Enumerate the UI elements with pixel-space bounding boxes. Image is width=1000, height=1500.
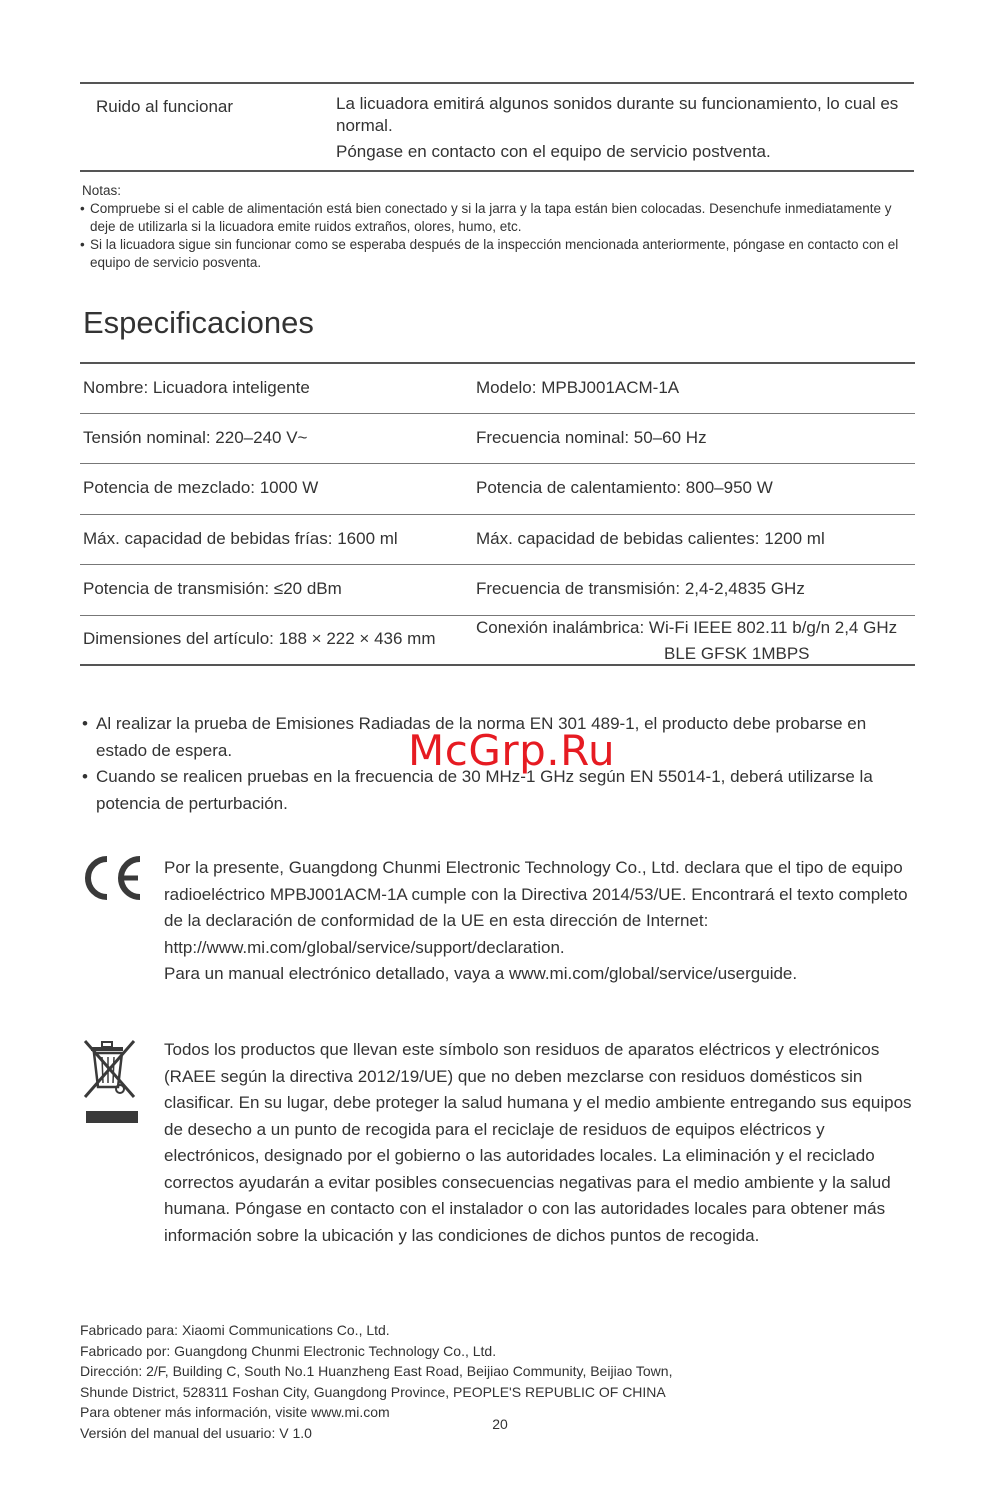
notes: [82, 182, 917, 272]
test-note-item: • Cuando se realicen pruebas en la frecuencia de 30 MHz-1 GHz según EN 55014-1, deberá utilizarse la potencia de perturbación.: [80, 764, 920, 817]
footer-line: Fabricado por: Guangdong Chunmi Electronic Technology Co., Ltd.: [80, 1342, 497, 1359]
trouble-solution-1: La licuadora emitirá algunos sonidos durante su funcionamiento, lo cual es normal.: [336, 94, 899, 135]
footer-line: Para obtener más información, visite www.mi.com: [80, 1404, 390, 1421]
ce-mark-icon: [80, 855, 144, 901]
footer-line: Dirección: 2/F, Building C, South No.1 Huanzheng East Road, Beijiao Community, Beijiao Town,: [80, 1363, 673, 1380]
ce-manual-text: Para un manual electrónico detallado, vaya a www.mi.com/global/service/userguide.: [164, 964, 798, 983]
spec-row-rule: [80, 463, 915, 464]
ce-declaration: [164, 855, 924, 988]
ce-declaration-text: Por la presente, Guangdong Chunmi Electronic Technology Co., Ltd. declara que el tipo de equipo radioeléctrico MPBJ001ACM-1A cumple con la Directiva 2014/53/UE. Encontrará el texto completo de la declaración de conformidad de la UE en esta dirección de Internet: http://www.mi.com/global/service/support/declaration.: [164, 858, 908, 957]
trouble-solution-2: Póngase en contacto con el equipo de servicio postventa.: [336, 142, 771, 161]
spec-bottom-rule: [80, 664, 915, 666]
footer-line: Fabricado para: Xiaomi Communications Co., Ltd.: [80, 1322, 390, 1338]
spec-cold-capacity: Máx. capacidad de bebidas frías: 1600 ml: [83, 529, 398, 548]
spec-hot-capacity: Máx. capacidad de bebidas calientes: 1200 ml: [476, 529, 825, 548]
watermark: McGrp.Ru: [408, 726, 616, 775]
spec-blend-power: Potencia de mezclado: 1000 W: [83, 478, 319, 497]
weee-text: Todos los productos que llevan este símbolo son residuos de aparatos eléctricos y electrónicos (RAEE según la directiva 2012/19/UE) que no deben mezclarse con residuos domésticos sin clasificar. En su lugar, debe proteger la salud humana y el medio ambiente entregando sus equipos de desecho a un punto de recogida para el reciclaje de residuos de equipos eléctricos y electrónicos, designado por el gobierno o las autoridades locales. La eliminación y el reciclado correctos ayudarán a evitar posibles consecuencias negativas para el medio ambiente y la salud humana. Póngase en contacto con el instalador o con las autoridades locales para obtener más información sobre la ubicación y las condiciones de dichos puntos de recogida.: [164, 1040, 912, 1245]
page-number: 20: [492, 1416, 508, 1432]
spec-heat-power: Potencia de calentamiento: 800–950 W: [476, 478, 773, 497]
trouble-issue: Ruido al funcionar: [96, 97, 234, 116]
spec-top-rule: [80, 362, 915, 364]
spec-dimensions: Dimensiones del artículo: 188 × 222 × 436 mm: [83, 629, 436, 648]
spec-row-rule: [80, 615, 915, 616]
manufacturer-info: [80, 1320, 760, 1444]
spec-row-rule: [80, 564, 915, 565]
notes-title: Notas:: [82, 183, 122, 198]
table-top-rule: [80, 82, 914, 84]
note-item: • Si la licuadora sigue sin funcionar como se esperaba después de la inspección mencionada anteriormente, póngase en contacto con el equipo de servicio posventa.: [82, 236, 917, 272]
spec-wireless-ble: BLE GFSK 1MBPS: [664, 644, 810, 663]
spec-tx-power: Potencia de transmisión: ≤20 dBm: [83, 579, 342, 598]
footer-line: Shunde District, 528311 Foshan City, Guangdong Province, PEOPLE'S REPUBLIC OF CHINA: [80, 1383, 666, 1400]
spec-row-rule: [80, 413, 915, 414]
spec-row-rule: [80, 514, 915, 515]
spec-model: Modelo: MPBJ001ACM-1A: [476, 378, 680, 397]
test-note-item: • Al realizar la prueba de Emisiones Radiadas de la norma EN 301 489-1, el producto debe probarse en estado de espera.: [80, 711, 920, 764]
spec-wireless: Conexión inalámbrica: Wi-Fi IEEE 802.11 b/g/n 2,4 GHz: [476, 618, 898, 637]
spec-tx-frequency: Frecuencia de transmisión: 2,4-2,4835 GHz: [476, 579, 805, 598]
note-item: • Compruebe si el cable de alimentación está bien conectado y si la jarra y la tapa están bien colocadas. Desenchufe inmediatamente y deje de utilizarla si la licuadora emite ruidos extraños, olores, humo, etc.: [82, 200, 917, 236]
spec-frequency: Frecuencia nominal: 50–60 Hz: [476, 428, 707, 447]
weee-crossed-bin-icon: [82, 1037, 140, 1127]
table-bottom-rule: [80, 170, 914, 172]
section-heading: Especificaciones: [83, 305, 314, 340]
spec-name: Nombre: Licuadora inteligente: [83, 378, 310, 397]
spec-voltage: Tensión nominal: 220–240 V~: [83, 428, 308, 447]
footer-line: Versión del manual del usuario: V 1.0: [80, 1424, 312, 1441]
